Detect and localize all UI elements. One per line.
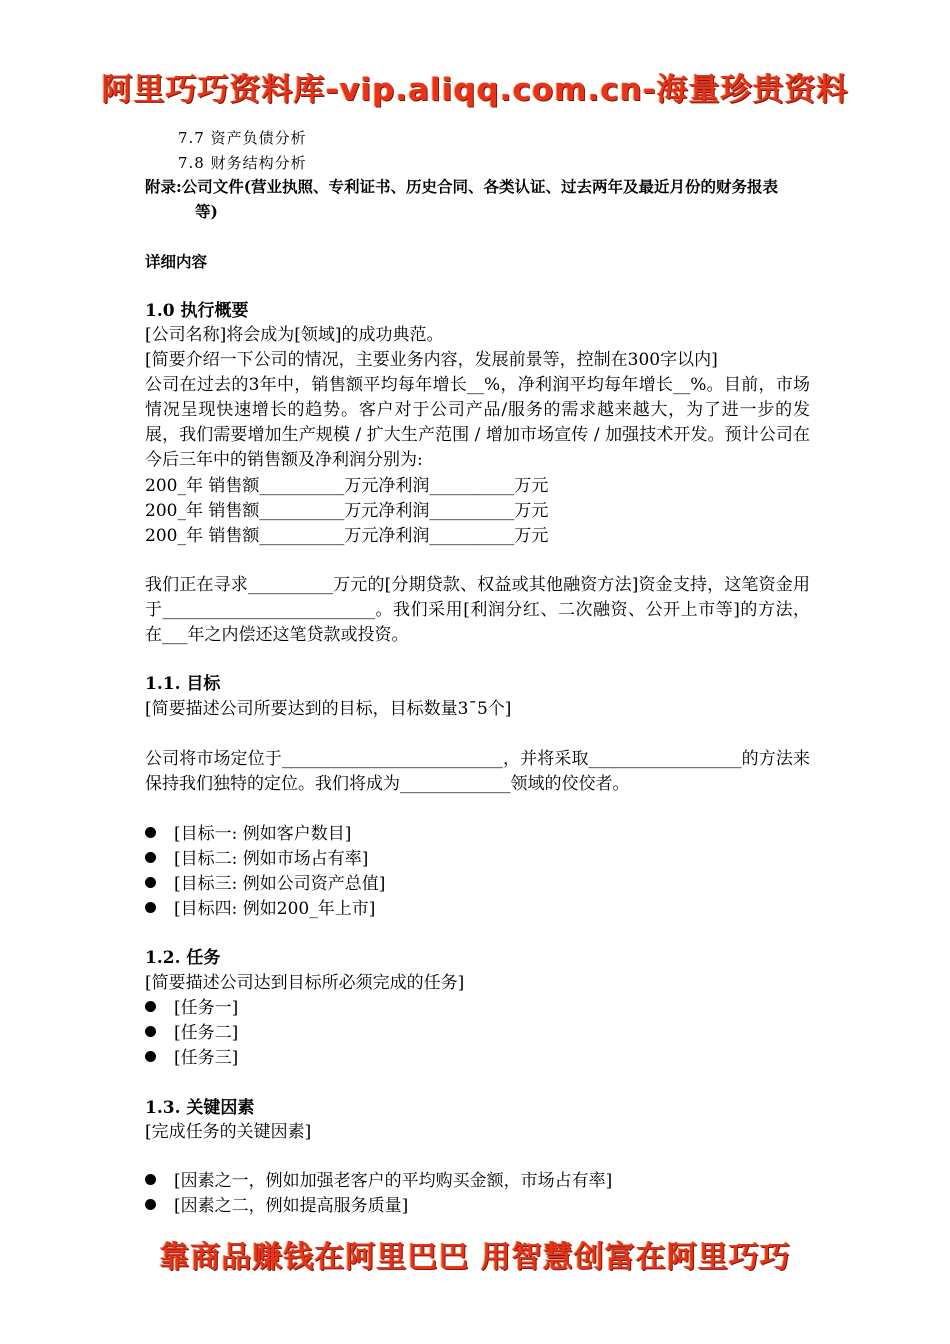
overview-paragraph: 公司在过去的3年中，销售额平均每年增长__%，净利润平均每年增长__%。目前，市场情况呈现快速增长的趋势。客户对于公司产品/服务的需求越来越大，为了进一步的发展，我们需要增加生产规模 / 扩大生产范围 / 增加市场宣传 / 加强技术开发。预计公司在今后三年中的销售额及净利润分别为: (145, 375, 810, 470)
header-banner: 阿里巧巧资料库-vip.aliqq.com.cn-海量珍贵资料 (101, 72, 849, 108)
section-heading-1-2: 1.2. 任务 (145, 948, 221, 968)
footer-banner: 靠商品赚钱在阿里巴巴 用智慧创富在阿里巧巧 (159, 1240, 791, 1275)
list-item: [任务一] (145, 996, 238, 1020)
detail-heading: 详细内容 (145, 252, 208, 271)
list-item: [目标四: 例如200_年上市] (145, 897, 375, 921)
appendix-line: 附录:公司文件(营业执照、专利证书、历史合同、各类认证、过去两年及最近月份的财务报表 (145, 177, 779, 196)
list-item: [目标一: 例如客户数目] (145, 822, 351, 846)
list-item: [任务二] (145, 1021, 238, 1045)
sales-row: 200_年 销售额__________万元净利润__________万元 (145, 501, 549, 521)
bullet-dot (145, 877, 156, 888)
paragraph-line: [简要介绍一下公司的情况，主要业务内容，发展前景等，控制在300字以内] (145, 350, 718, 370)
paragraph-line: [完成任务的关键因素] (145, 1122, 312, 1142)
list-item: [因素之二，例如提高服务质量] (145, 1194, 408, 1218)
bullet-dot (145, 1001, 156, 1012)
sales-row: 200_年 销售额__________万元净利润__________万元 (145, 476, 549, 496)
bullet-dot (145, 827, 156, 838)
list-item: [因素之一，例如加强老客户的平均购买金额，市场占有率] (145, 1169, 612, 1193)
list-item: [目标三: 例如公司资产总值] (145, 872, 385, 896)
funding-paragraph: 我们正在寻求__________万元的[分期贷款、权益或其他融资方法]资金支持，这笔资金用于_________________________。我们采用[利润分红、二次融资、公开上市等]的方法，在___年之内偿还这笔贷款或投资。 (145, 575, 810, 645)
bullet-dot (145, 902, 156, 913)
list-item: [任务三] (145, 1046, 238, 1070)
section-heading-1-1: 1.1. 目标 (145, 674, 221, 694)
toc-item: 7.7 资产负债分析 (178, 129, 307, 147)
positioning-paragraph: 公司将市场定位于__________________________，并将采取__________________的方法来保持我们独特的定位。我们将成为_____________领域的佼佼者。 (145, 749, 810, 794)
bullet-dot (145, 1199, 156, 1210)
section-heading-1-0: 1.0 执行概要 (145, 301, 249, 321)
bullet-dot (145, 1026, 156, 1037)
toc-item: 7.8 财务结构分析 (178, 154, 307, 172)
bullet-dot (145, 1051, 156, 1062)
bullet-dot (145, 1174, 156, 1185)
sales-row: 200_年 销售额__________万元净利润__________万元 (145, 526, 549, 546)
list-item: [目标二: 例如市场占有率] (145, 847, 368, 871)
paragraph-line: [公司名称]将会成为[领域]的成功典范。 (145, 325, 444, 345)
bullet-dot (145, 852, 156, 863)
appendix-line-cont: 等) (195, 202, 218, 221)
paragraph-line: [简要描述公司达到目标所必须完成的任务] (145, 973, 465, 993)
paragraph-line: [简要描述公司所要达到的目标，目标数量3¯5个] (145, 699, 512, 719)
section-heading-1-3: 1.3. 关键因素 (145, 1098, 255, 1118)
